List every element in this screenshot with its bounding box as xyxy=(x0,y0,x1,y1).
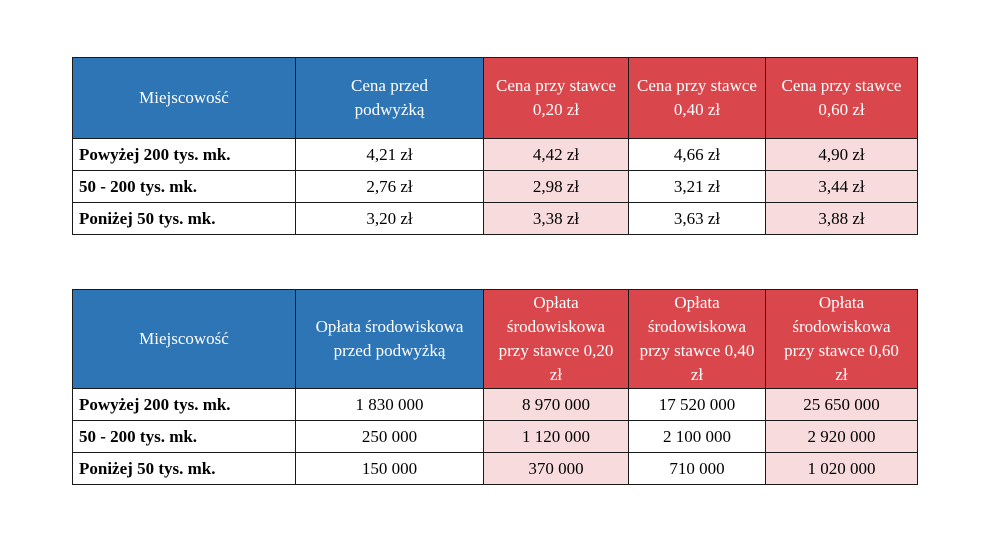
table-cell: 150 000 xyxy=(296,453,484,485)
table-cell: 1 020 000 xyxy=(766,453,918,485)
row-label: 50 - 200 tys. mk. xyxy=(73,421,296,453)
environmental-fee-table xyxy=(72,289,918,485)
header-location-label: Miejscowość xyxy=(139,329,229,348)
header-location xyxy=(73,58,296,139)
table-cell: 3,63 zł xyxy=(629,203,766,235)
table-cell: 1 830 000 xyxy=(296,389,484,421)
header-fee-rate-060 xyxy=(766,290,918,389)
header-price-rate-040-label: Cena przy stawce 0,40 zł xyxy=(637,76,757,119)
header-price-rate-060-label: Cena przy stawce 0,60 zł xyxy=(781,76,902,119)
row-label: Poniżej 50 tys. mk. xyxy=(73,203,296,235)
header-fee-rate-040-label: Opłata środowiskowa przy stawce 0,40 zł xyxy=(639,293,755,384)
header-price-rate-020 xyxy=(484,58,629,139)
header-price-rate-020-label: Cena przy stawce 0,20 zł xyxy=(496,76,616,119)
header-location xyxy=(73,290,296,389)
header-price-before-label: Cena przed podwyżką xyxy=(351,76,428,119)
table-cell: 250 000 xyxy=(296,421,484,453)
table-row xyxy=(73,421,918,453)
table-cell: 2,76 zł xyxy=(296,171,484,203)
header-fee-rate-020 xyxy=(484,290,629,389)
header-fee-rate-020-label: Opłata środowiskowa przy stawce 0,20 zł xyxy=(498,293,614,384)
table-row xyxy=(73,139,918,171)
table-row xyxy=(73,453,918,485)
table-cell: 4,90 zł xyxy=(766,139,918,171)
header-fee-rate-040 xyxy=(629,290,766,389)
header-price-rate-060 xyxy=(766,58,918,139)
table-cell: 17 520 000 xyxy=(629,389,766,421)
table-row xyxy=(73,389,918,421)
fee-table-header-row xyxy=(73,290,918,389)
table-cell: 370 000 xyxy=(484,453,629,485)
price-table xyxy=(72,57,918,235)
table-row xyxy=(73,203,918,235)
table-cell: 3,20 zł xyxy=(296,203,484,235)
table-cell: 1 120 000 xyxy=(484,421,629,453)
table-cell: 3,88 zł xyxy=(766,203,918,235)
header-price-before xyxy=(296,58,484,139)
row-label: Powyżej 200 tys. mk. xyxy=(73,139,296,171)
price-table-header-row xyxy=(73,58,918,139)
header-fee-before-label: Opłata środowiskowa przed podwyżką xyxy=(315,317,464,360)
table-cell: 2,98 zł xyxy=(484,171,629,203)
table-cell: 2 100 000 xyxy=(629,421,766,453)
table-cell: 2 920 000 xyxy=(766,421,918,453)
table-cell: 25 650 000 xyxy=(766,389,918,421)
table-cell: 4,21 zł xyxy=(296,139,484,171)
header-fee-before xyxy=(296,290,484,389)
table-cell: 3,38 zł xyxy=(484,203,629,235)
table-row xyxy=(73,171,918,203)
header-location-label: Miejscowość xyxy=(139,88,229,107)
table-cell: 4,42 zł xyxy=(484,139,629,171)
row-label: Powyżej 200 tys. mk. xyxy=(73,389,296,421)
header-fee-rate-060-label: Opłata środowiskowa przy stawce 0,60 zł xyxy=(784,293,899,384)
row-label: Poniżej 50 tys. mk. xyxy=(73,453,296,485)
table-cell: 3,44 zł xyxy=(766,171,918,203)
table-cell: 4,66 zł xyxy=(629,139,766,171)
row-label: 50 - 200 tys. mk. xyxy=(73,171,296,203)
table-cell: 8 970 000 xyxy=(484,389,629,421)
header-price-rate-040 xyxy=(629,58,766,139)
table-cell: 3,21 zł xyxy=(629,171,766,203)
table-cell: 710 000 xyxy=(629,453,766,485)
